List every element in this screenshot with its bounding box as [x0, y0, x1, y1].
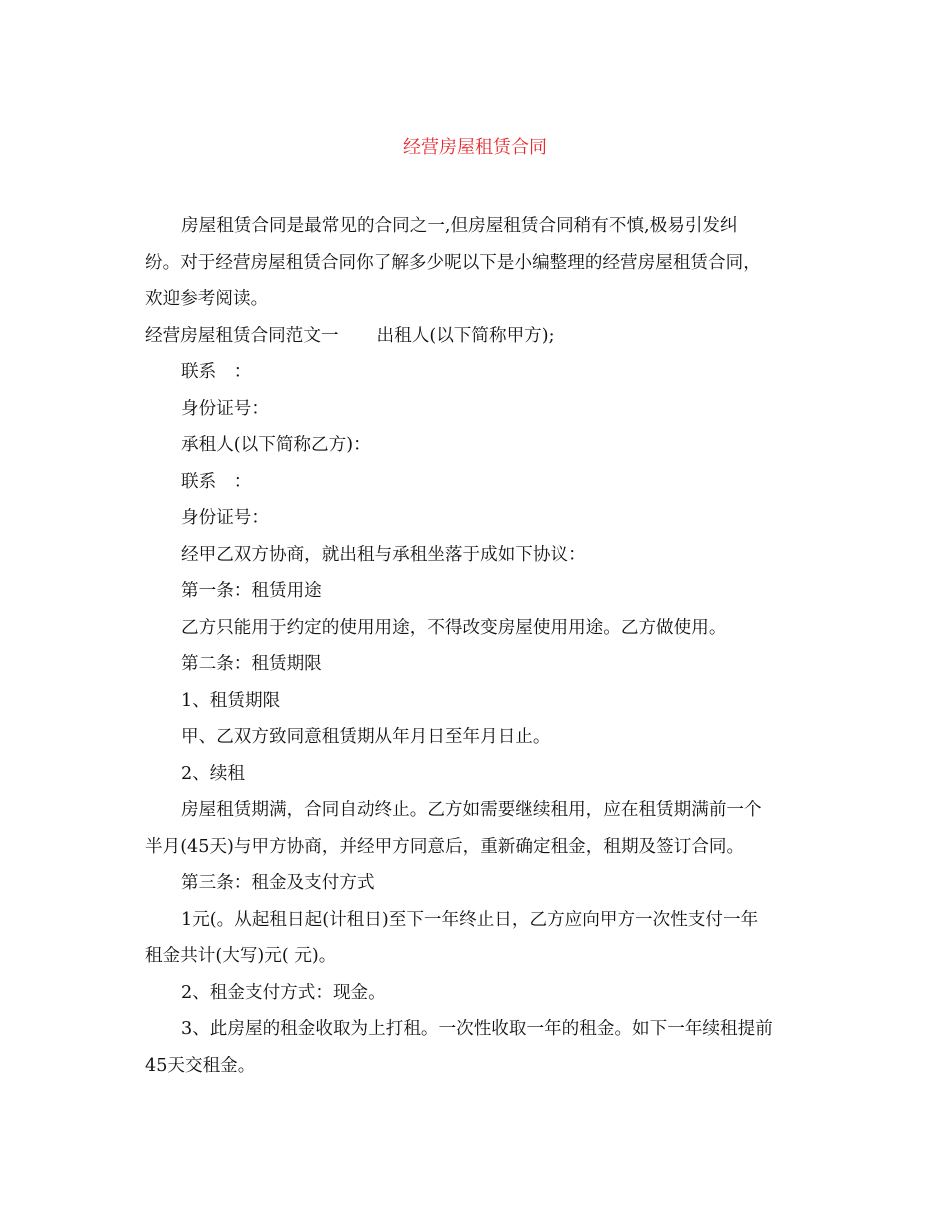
lessor-label: 出租人(以下简称甲方);	[376, 325, 555, 346]
paragraph-line: 乙方只能用于约定的使用用途，不得改变房屋使用用途。乙方做使用。	[181, 617, 727, 638]
paragraph-line: 欢迎参考阅读。	[145, 289, 269, 309]
paragraph-line: 房屋租赁合同是最常见的合同之一,但房屋租赁合同稍有不慎,极易引发纠	[181, 216, 738, 236]
section-heading: 第一条：租赁用途	[181, 581, 322, 601]
paragraph-line: 房屋租赁期满，合同自动终止。乙方如需要继续租用，应在租赁期满前一个	[181, 800, 762, 820]
paragraph-line: 3、此房屋的租金收取为上打租。一次性收取一年的租金。如下一年续租提前	[181, 1019, 773, 1039]
paragraph-line	[145, 318, 810, 355]
paragraph-line: 租金共计(大写)元( 元)。	[145, 946, 337, 966]
section-heading: 第三条：租金及支付方式	[181, 873, 375, 893]
paragraph-line: 联系 ：	[181, 362, 252, 382]
paragraph-line: 纷。对于经营房屋租赁合同你了解多少呢以下是小编整理的经营房屋租赁合同，	[145, 252, 761, 273]
paragraph-line: 承租人(以下简称乙方)：	[181, 435, 371, 455]
section-heading: 第二条：租赁期限	[181, 654, 322, 674]
paragraph-line: 1、租赁期限	[181, 690, 281, 711]
paragraph-line: 半月(45天)与甲方协商，并经甲方同意后，重新确定租金，租期及签订合同。	[145, 836, 745, 857]
document-title: 经营房屋租赁合同	[403, 137, 547, 158]
paragraph-line: 经甲乙双方协商，就出租与承租坐落于成如下协议：	[181, 544, 586, 565]
paragraph-line: 联系 ：	[181, 471, 252, 492]
paragraph-line: 身份证号：	[181, 398, 269, 419]
paragraph-line: 2、租金支付方式：现金。	[181, 982, 386, 1003]
paragraph-line: 身份证号：	[181, 508, 269, 528]
paragraph-line: 2、续租	[181, 763, 245, 784]
sample-heading: 经营房屋租赁合同范文一	[145, 325, 339, 346]
paragraph-line: 45天交租金。	[145, 1055, 256, 1076]
paragraph-line: 1元(。从起租日起(计租日)至下一年终止日，乙方应向甲方一次性支付一年	[181, 909, 759, 930]
paragraph-line: 甲、乙双方致同意租赁期从年月日至年月日止。	[181, 727, 551, 747]
document-body	[145, 208, 810, 1084]
